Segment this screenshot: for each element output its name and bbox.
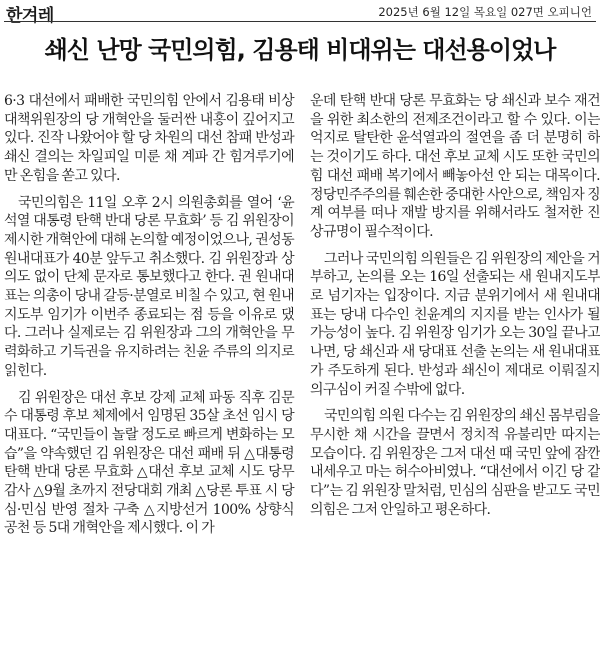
article-headline: 쇄신 난망 국민의힘, 김용태 비대위는 대선용이었나 bbox=[44, 36, 556, 64]
article-paragraph: 그러나 국민의힘 의원들은 김 위원장의 제안을 거부하고, 논의를 오는 16일 선출되는 새 원내지도부로 넘기자는 입장이다. 지금 분위기에서 새 원내대표는 당내 다수인 친윤계의 지지를 받는 인사가 될 가능성이 높다. 김 위원장 임기가 오는 30일 끝나고 나면, 당 쇄신과 새 당대표 선출 논의는 새 원내대표가 주도하게 된다. 반성과 쇄신이 제대로 이뤄질지 의구심이 커질 수밖에 없다. bbox=[310, 250, 600, 398]
article-column-left bbox=[4, 92, 294, 546]
article-paragraph: 운데 탄핵 반대 당론 무효화는 당 쇄신과 보수 재건을 위한 최소한의 전제조건이라고 할 수 있다. 이는 억지로 탈탄한 윤석열과의 절연을 좀 더 분명히 하는 것이기도 하다. 대선 후보 교체 시도 또한 국민의힘 대선 패배 복기에서 빼놓아선 안 되는 대목이다. 정당민주주의를 훼손한 중대한 사안으로, 책임자 징계 여부를 떠나 재발 방지를 위해서라도 철저한 진상규명이 필수적이다. bbox=[310, 93, 600, 240]
article-column-right bbox=[310, 92, 600, 527]
newspaper-logo: 한겨레 bbox=[6, 6, 54, 26]
dateline: 2025년 6월 12일 목요일 027면 오피니언 bbox=[378, 5, 592, 19]
header-divider bbox=[4, 21, 596, 22]
article-paragraph: 김 위원장은 대선 후보 강제 교체 파동 직후 김문수 대통령 후보 체제에서 임명된 35살 초선 임시 당대표다. “국민들이 놀랄 정도로 빠르게 변화하는 모습”을 약속했던 김 위원장은 대선 패배 뒤 △대통령 탄핵 반대 당론 무효화 △대선 후보 교체 시도 당무감사 △9월 초까지 전당대회 개최 △당론 투표 시 당심·민심 반영 절차 구축 △지방선거 100% 상향식 공천 등 5대 개혁안을 제시했다. 이 가 bbox=[4, 389, 294, 537]
article-paragraph: 6·3 대선에서 패배한 국민의힘 안에서 김용태 비상대책위원장의 당 개혁안을 둘러싼 내홍이 깊어지고 있다. 진작 나왔어야 할 당 차원의 대선 참패 반성과 쇄신 결의는 차일피일 미룬 채 계파 간 힘겨루기에만 온힘을 쏟고 있다. bbox=[4, 93, 294, 184]
article-paragraph: 국민의힘 의원 다수는 김 위원장의 쇄신 몸부림을 무시한 채 시간을 끌면서 정치적 유불리만 따지는 모습이다. 김 위원장은 그저 대선 때 국민 앞에 잠깐 내세우고 마는 허수아비였나. “대선에서 이긴 당 같다”는 김 위원장 말처럼, 민심의 심판을 받고도 국민의힘은 그저 안일하고 평온하다. bbox=[310, 408, 600, 518]
article-paragraph: 국민의힘은 11일 오후 2시 의원총회를 열어 ‘윤석열 대통령 탄핵 반대 당론 무효화’ 등 김 위원장이 제시한 개혁안에 대해 논의할 예정이었으나, 권성동 원내대표가 40분 앞두고 취소했다. 김 위원장과 상의도 없이 단체 문자로 통보했다고 한다. 권 원내대표는 의총이 당내 갈등·분열로 비칠 수 있고, 현 원내지도부 임기가 이번주 종료되는 점 등을 이유로 댔다. 그러나 실제로는 김 위원장과 그의 개혁안을 무력화하고 기득권을 유지하려는 친윤 주류의 의지로 읽힌다. bbox=[4, 194, 294, 379]
masthead bbox=[0, 0, 600, 26]
